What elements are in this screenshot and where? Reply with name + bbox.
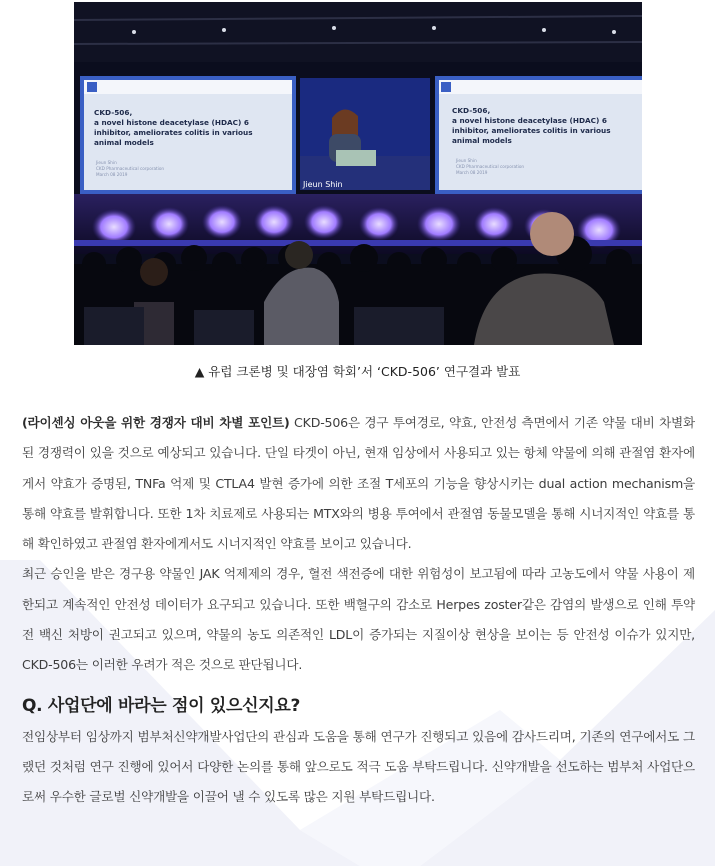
left-slide-title-3: inhibitor, ameliorates colitis in various <box>94 128 253 137</box>
right-slide-title-2: a novel histone deacetylase (HDAC) 6 <box>452 116 607 125</box>
right-slide-meta-2: CKD Pharmaceutical corporation <box>456 164 525 169</box>
left-slide-title-4: animal models <box>94 138 154 147</box>
speaker-name-overlay: Jieun Shin <box>303 180 343 189</box>
conference-photo <box>74 2 642 345</box>
right-slide-meta-3: March 08 2019 <box>456 170 488 175</box>
right-slide-title-4: animal models <box>452 136 512 145</box>
right-slide-title-3: inhibitor, ameliorates colitis in various <box>452 126 611 135</box>
section2-heading: Q. 사업단에 바라는 점이 있으신지요? <box>22 695 301 716</box>
right-slide-meta-1: Jieun Shin <box>456 158 477 163</box>
left-slide-meta-1: Jieun Shin <box>96 160 117 165</box>
section1-paragraph2: 최근 승인을 받은 경구용 약물인 JAK 억제제의 경우, 혈전 색전증에 대한 위험성이 보고됨에 따라 고농도에서 약물 사용이 제한되고 계속적인 안전성 데이터가 요구되고 있습니다. 또한 백혈구의 감소로 Herpes zoster같은 감염의 발생으로 인해 투약 전 백신 처방이 권고되고 있으며, 약물의 농도 의존적인 LDL이 증가되는 지질이상 현상을 보이는 등 안전성 이슈가 있지만, CKD-506는 이러한 우려가 적은 것으로 판단됩니다. <box>22 566 695 673</box>
left-slide-meta-3: March 08 2019 <box>96 172 128 177</box>
photo-caption: ▲ 유럽 크론병 및 대장염 학회’서 ‘CKD-506’ 연구결과 발표 <box>194 364 521 379</box>
right-slide-title-1: CKD-506, <box>452 106 491 115</box>
left-slide-meta-2: CKD Pharmaceutical corporation <box>96 166 165 171</box>
left-slide-title-1: CKD-506, <box>94 108 133 117</box>
left-slide-title-2: a novel histone deacetylase (HDAC) 6 <box>94 118 249 127</box>
section1-bold-lead: (라이센싱 아웃을 위한 경쟁자 대비 차별 포인트) <box>22 415 290 430</box>
section1-paragraph1 <box>22 408 695 559</box>
article-body <box>22 408 695 813</box>
section2-paragraph: 전임상부터 임상까지 범부처신약개발사업단의 관심과 도움을 통해 연구가 진행되고 있음에 감사드리며, 기존의 연구에서도 그랬던 것처럼 연구 진행에 있어서 다양한 논의를 통해 앞으로도 적극 도움 부탁드립니다. 신약개발을 선도하는 범부처 사업단으로써 우수한 글로벌 신약개발을 이끌어 낼 수 있도록 많은 지원 부탁드립니다. <box>22 728 695 805</box>
section1-text: CKD-506은 경구 투여경로, 약효, 안전성 측면에서 기존 약물 대비 차별화된 경쟁력이 있을 것으로 예상되고 있습니다. 단일 타겟이 아닌, 현재 임상에서 사용되고 있는 항체 약물에 의해 관절염 환자에게서 약효가 증명된, TNFa 억제 및 CTLA4 발현 증가에 의한 조절 T세포의 기능을 향상시키는 dual action mechanism을 통해 약효를 발휘합니다. 또한 1차 치료제로 사용되는 MTX와의 병용 투여에서 관절염 동물모델을 통해 시너지적인 약효를 통해 확인하였고 관절염 환자에게서도 시너지적인 약효를 보이고 있습니다. <box>22 415 695 552</box>
